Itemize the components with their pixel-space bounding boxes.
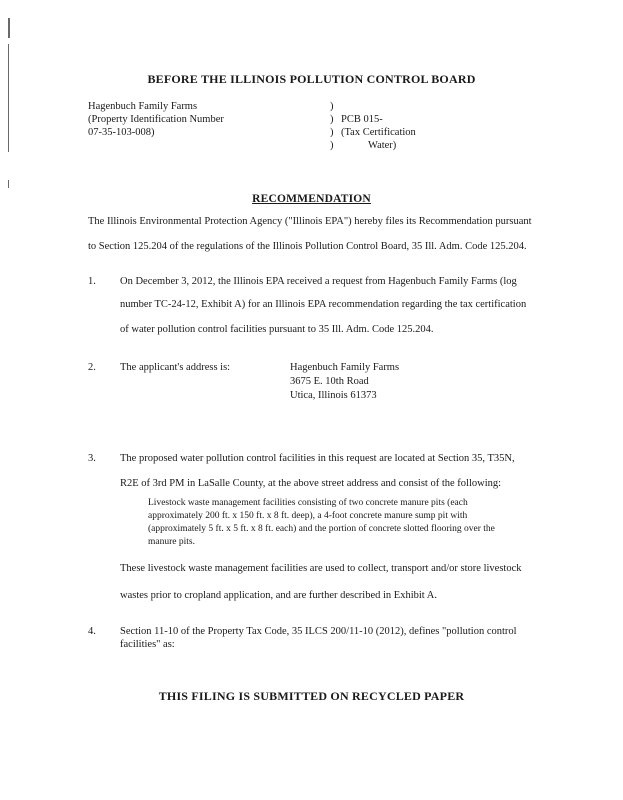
- facility-description-line: (approximately 5 ft. x 5 ft. x 8 ft. each) and the portion of concrete slotted flooring over the: [148, 524, 495, 534]
- docket-number: PCB 015-: [341, 114, 383, 125]
- item-2-label: The applicant's address is:: [120, 362, 231, 373]
- scan-artifact: [8, 18, 10, 38]
- item-4-line: facilities" as:: [120, 639, 175, 650]
- recycled-paper-footer: THIS FILING IS SUBMITTED ON RECYCLED PAPER: [158, 689, 465, 703]
- item-1-line: number TC-24-12, Exhibit A) for an Illinois EPA recommendation regarding the tax certification: [120, 299, 527, 310]
- caption-paren: ): [330, 114, 334, 125]
- item-1-line: of water pollution control facilities pursuant to 35 Ill. Adm. Code 125.204.: [120, 324, 434, 335]
- caption-paren: ): [330, 101, 334, 112]
- item-4-line: Section 11-10 of the Property Tax Code, 35 ILCS 200/11-10 (2012), defines "pollution control: [120, 626, 517, 637]
- item-number: 1.: [88, 276, 96, 287]
- address-line: 3675 E. 10th Road: [290, 376, 369, 387]
- item-3-line: R2E of 3rd PM in LaSalle County, at the above street address and consist of the following:: [120, 478, 502, 489]
- caption-right-line: (Tax Certification: [341, 127, 416, 138]
- item-1-line: On December 3, 2012, the Illinois EPA received a request from Hagenbuch Family Farms (log: [120, 276, 517, 287]
- item-3-after-line: These livestock waste management facilities are used to collect, transport and/or store livestock: [120, 563, 522, 574]
- scan-artifact: [8, 44, 9, 152]
- address-line: Hagenbuch Family Farms: [290, 362, 400, 373]
- document-title: BEFORE THE ILLINOIS POLLUTION CONTROL BOARD: [147, 72, 476, 86]
- intro-line: to Section 125.204 of the regulations of the Illinois Pollution Control Board, 35 Ill. Adm. Code 125.204.: [88, 241, 527, 252]
- caption-right-line: Water): [368, 140, 397, 151]
- item-3-line: The proposed water pollution control facilities in this request are located at Section 35, T35N,: [120, 453, 515, 464]
- item-3-after-line: wastes prior to cropland application, and are further described in Exhibit A.: [120, 590, 437, 601]
- facility-description: [148, 497, 495, 549]
- section-title: RECOMMENDATION: [252, 193, 371, 205]
- intro-line: The Illinois Environmental Protection Agency ("Illinois EPA") hereby files its Recommendation pursuant: [88, 216, 532, 227]
- scan-artifact: [8, 180, 9, 188]
- address-line: Utica, Illinois 61373: [290, 390, 377, 401]
- caption-left-line: 07-35-103-008): [88, 127, 155, 138]
- item-number: 4.: [88, 626, 96, 637]
- item-number: 3.: [88, 453, 96, 464]
- caption-left-line: (Property Identification Number: [88, 114, 224, 125]
- caption-paren: ): [330, 140, 334, 151]
- item-number: 2.: [88, 362, 96, 373]
- facility-description-line: Livestock waste management facilities consisting of two concrete manure pits (each: [148, 498, 468, 508]
- facility-description-line: manure pits.: [148, 537, 195, 547]
- caption-left-line: Hagenbuch Family Farms: [88, 101, 198, 112]
- caption-paren: ): [330, 127, 334, 138]
- facility-description-line: approximately 200 ft. x 150 ft. x 8 ft. deep), a 4-foot concrete manure sump pit with: [148, 511, 468, 521]
